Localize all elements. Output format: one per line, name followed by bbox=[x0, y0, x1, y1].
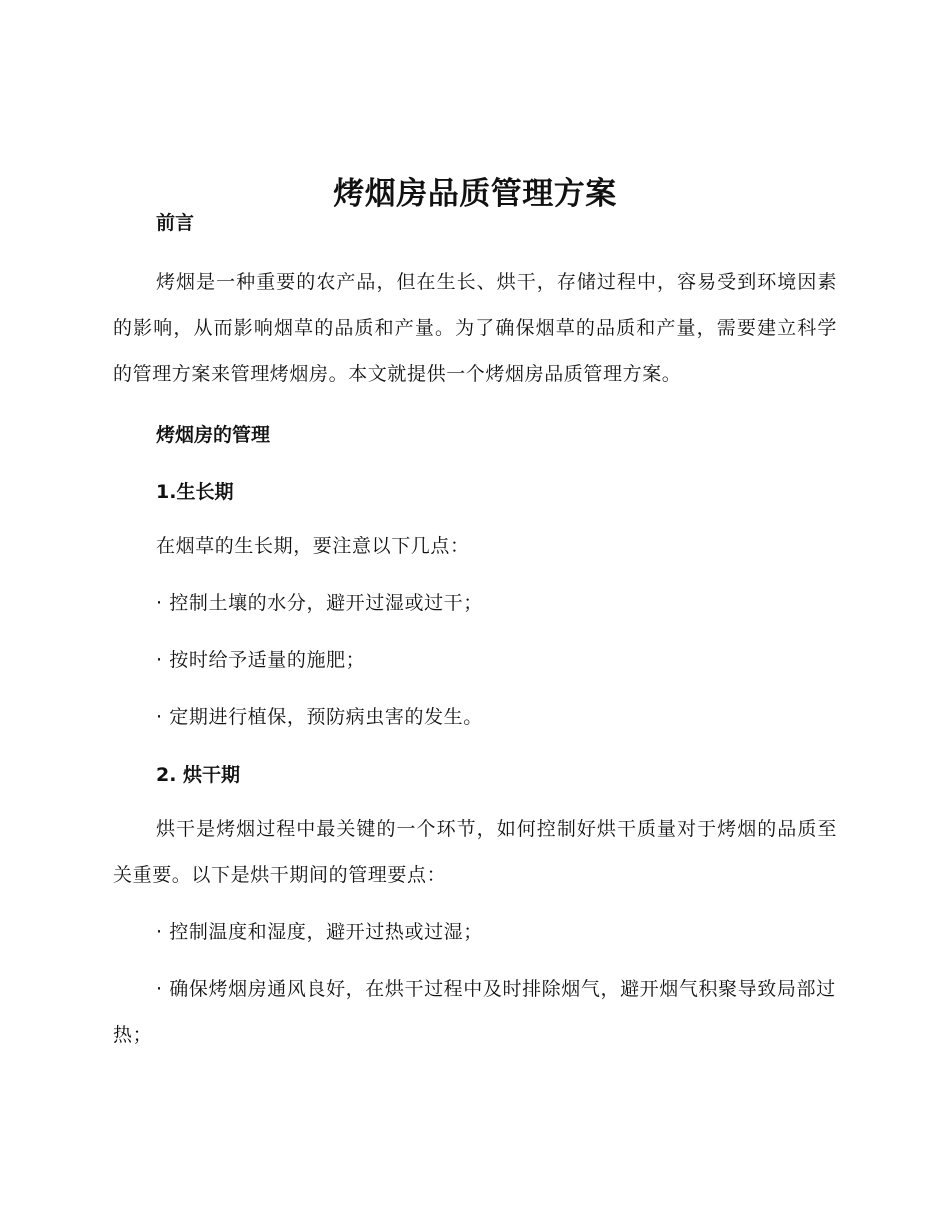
growth-bullet-item: · 按时给予适量的施肥； bbox=[156, 649, 366, 671]
drying-bullet-item: · 控制温度和湿度，避开过热或过湿； bbox=[156, 921, 483, 943]
document-title: 烤烟房品质管理方案 bbox=[333, 175, 617, 212]
drying-bullet-item: · 确保烤烟房通风良好，在烘干过程中及时排除烟气，避开烟气积聚导致局部过热； bbox=[113, 978, 836, 1046]
growth-bullet-item: · 定期进行植保，预防病虫害的发生。 bbox=[156, 706, 483, 728]
growth-paragraph: 在烟草的生长期，要注意以下几点： bbox=[156, 535, 470, 557]
section-heading-management: 烤烟房的管理 bbox=[156, 424, 271, 446]
drying-paragraph: 烘干是烤烟过程中最关键的一个环节，如何控制好烘干质量对于烤烟的品质至关重要。以下是烘干期间的管理要点： bbox=[113, 818, 837, 886]
growth-bullet-item: · 控制土壤的水分，避开过湿或过干； bbox=[156, 592, 483, 614]
intro-paragraph: 烤烟是一种重要的农产品，但在生长、烘干，存储过程中，容易受到环境因素的影响，从而影响烟草的品质和产量。为了确保烟草的品质和产量，需要建立科学的管理方案来管理烤烟房。本文就提供一个烤烟房品质管理方案。 bbox=[113, 271, 837, 385]
section-heading-intro: 前言 bbox=[156, 212, 195, 234]
subsection-heading-growth: 1.生长期 bbox=[156, 481, 234, 503]
subsection-heading-drying: 2. 烘干期 bbox=[156, 764, 241, 786]
document-body bbox=[113, 200, 837, 1058]
